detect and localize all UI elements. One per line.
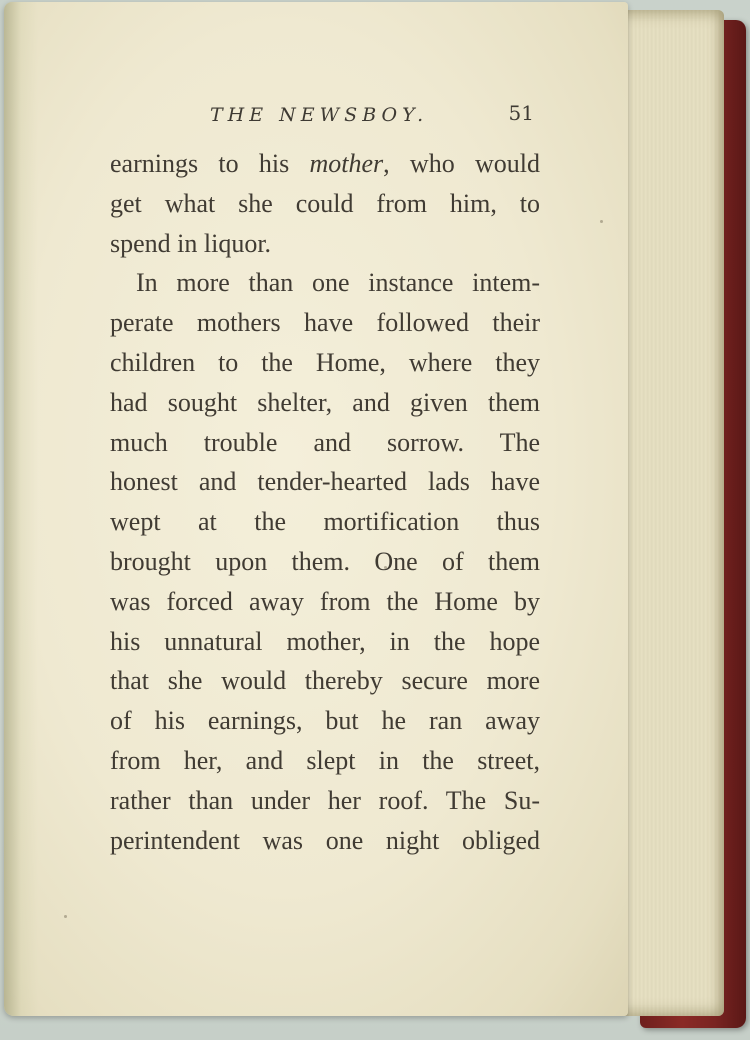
emphasized-word: mother: [309, 149, 384, 178]
text-line: of his earnings, but he ran away: [110, 706, 540, 736]
body-text: [110, 144, 540, 860]
text-line: was forced away from the Home by: [110, 586, 540, 616]
paper-speck: [600, 220, 603, 223]
text-line: spend in liquor.: [110, 228, 272, 258]
text-line: In more than one instance intem-: [136, 268, 540, 298]
page-header: [110, 98, 540, 128]
page-edges: [612, 10, 724, 1016]
text-line: from her, and slept in the street,: [110, 745, 540, 775]
text-line: brought upon them. One of them: [110, 546, 540, 576]
running-title: THE NEWSBOY.: [210, 104, 429, 126]
text-line: earnings to his mother, who would: [110, 149, 540, 178]
text-line: much trouble and sorrow. The: [110, 427, 540, 457]
text-line: rather than under her roof. The Su-: [110, 785, 540, 815]
text-line: had sought shelter, and given them: [110, 387, 540, 417]
text-line: that she would thereby secure more: [110, 666, 540, 696]
page-gutter-shadow: [4, 2, 38, 1016]
text-line: perintendent was one night obliged: [110, 825, 540, 855]
text-line: children to the Home, where they: [110, 347, 540, 377]
page-number: 51: [508, 101, 534, 125]
text-line: get what she could from him, to: [110, 188, 540, 218]
paper-speck: [64, 915, 67, 918]
paper-speck: [384, 566, 387, 569]
text-line: his unnatural mother, in the hope: [110, 626, 540, 656]
text-line: honest and tender-hearted lads have: [110, 467, 540, 497]
text-line: perate mothers have followed their: [110, 308, 540, 338]
text-line: wept at the mortification thus: [110, 507, 540, 537]
